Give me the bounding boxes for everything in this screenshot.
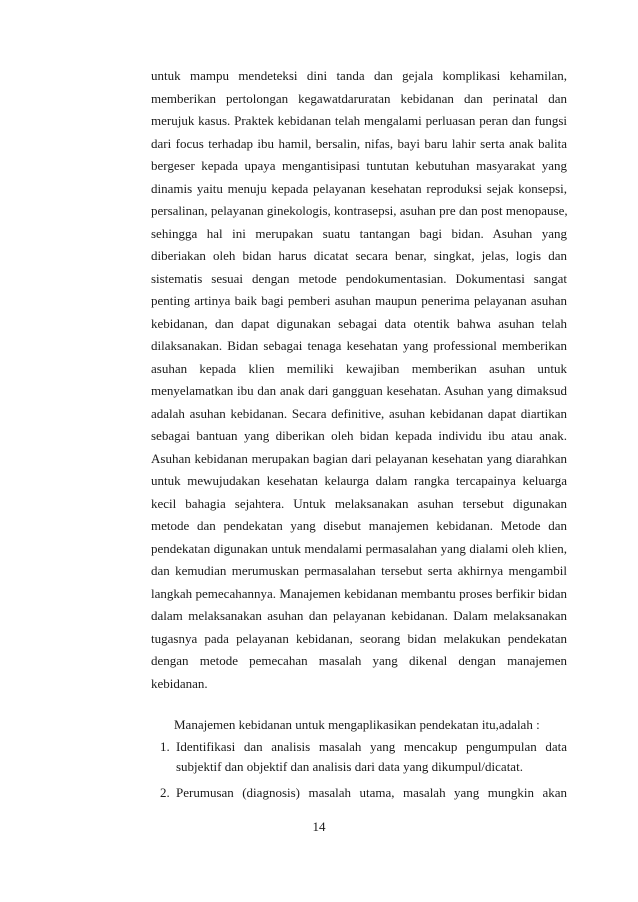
paragraph-line: untuk mewujudakan kesehatan kelaurga dalam rangka tercapainya keluarga xyxy=(151,473,567,488)
paragraph-line: adalah asuhan kebidanan. Secara definitive, asuhan kebidanan dapat diartikan xyxy=(151,406,567,421)
paragraph-line: merujuk kasus. Praktek kebidanan telah mengalami perluasan peran dan fungsi xyxy=(151,113,567,128)
paragraph-line: langkah pemecahannya. Manajemen kebidanan membantu proses berfikir bidan xyxy=(151,586,567,601)
paragraph-line: sebagai bantuan yang diberikan oleh bidan kepada individu ibu atau anak. xyxy=(151,428,567,443)
paragraph-line: dari focus terhadap ibu hamil, bersalin, nifas, bayi baru lahir serta anak balita xyxy=(151,136,567,151)
paragraph-line: untuk mampu mendeteksi dini tanda dan gejala komplikasi kehamilan, xyxy=(151,68,567,83)
paragraph-line: dengan metode pemecahan masalah yang dikenal dengan manajemen xyxy=(151,653,567,668)
paragraph-line: diberiakan oleh bidan harus dicatat secara benar, singkat, jelas, logis dan xyxy=(151,248,567,263)
list-intro: Manajemen kebidanan untuk mengaplikasikan pendekatan itu,adalah : xyxy=(174,717,540,732)
list-item-text: Perumusan (diagnosis) masalah utama, masalah yang mungkin akan xyxy=(176,785,567,800)
paragraph-line: dan kemudian merumuskan permasalahan tersebut serta akhirnya mengambil xyxy=(151,563,567,578)
list-item-text: Identifikasi dan analisis masalah yang mencakup pengumpulan data xyxy=(176,739,567,754)
list-item-number: 2. xyxy=(160,785,170,800)
paragraph-line: menyelamatkan ibu dan anak dari gangguan kesehatan. Asuhan yang dimaksud xyxy=(151,383,567,398)
paragraph-line: memberikan pertolongan kegawatdaruratan kebidanan dan perinatal dan xyxy=(151,91,567,106)
paragraph-line: dalam melaksanakan asuhan dan pelayanan kebidanan. Dalam melaksanakan xyxy=(151,608,567,623)
paragraph-line: tugasnya pada pelayanan kebidanan, seorang bidan melakukan pendekatan xyxy=(151,631,567,646)
paragraph-line: kecil bahagia sejahtera. Untuk melaksanakan asuhan tersebut digunakan xyxy=(151,496,567,511)
paragraph-line: bergeser kepada upaya mengantisipasi tuntutan kebutuhan masyarakat yang xyxy=(151,158,567,173)
paragraph-line: Asuhan kebidanan merupakan bagian dari pelayanan kesehatan yang diarahkan xyxy=(151,451,567,466)
paragraph-line: dinamis yaitu menuju kepada pelayanan kesehatan reproduksi sejak konsepsi, xyxy=(151,181,567,196)
paragraph-line: penting artinya baik bagi pemberi asuhan maupun penerima pelayanan asuhan xyxy=(151,293,567,308)
paragraph-line: persalinan, pelayanan ginekologis, kontrasepsi, asuhan pre dan post menopause, xyxy=(151,203,568,218)
paragraph-line: kebidanan. xyxy=(151,676,208,691)
list-item-number: 1. xyxy=(160,739,170,754)
paragraph-line: sistematis sesuai dengan metode pendokumentasian. Dokumentasi sangat xyxy=(151,271,567,286)
paragraph-line: metode dan pendekatan yang disebut manajemen kebidanan. Metode dan xyxy=(151,518,567,533)
page-number: 14 xyxy=(312,819,326,834)
paragraph-line: pendekatan digunakan untuk mendalami permasalahan yang dialami oleh klien, xyxy=(151,541,567,556)
paragraph-line: asuhan kepada klien memiliki kewajiban memberikan asuhan untuk xyxy=(151,361,567,376)
paragraph-line: kebidanan, dan dapat digunakan sebagai data otentik bahwa asuhan telah xyxy=(151,316,567,331)
list-item-text-continued: subjektif dan objektif dan analisis dari data yang dikumpul/dicatat. xyxy=(176,759,523,774)
paragraph-line: dilaksanakan. Bidan sebagai tenaga kesehatan yang professional memberikan xyxy=(151,338,567,353)
paragraph-line: sehingga hal ini merupakan suatu tantangan bagi bidan. Asuhan yang xyxy=(151,226,567,241)
